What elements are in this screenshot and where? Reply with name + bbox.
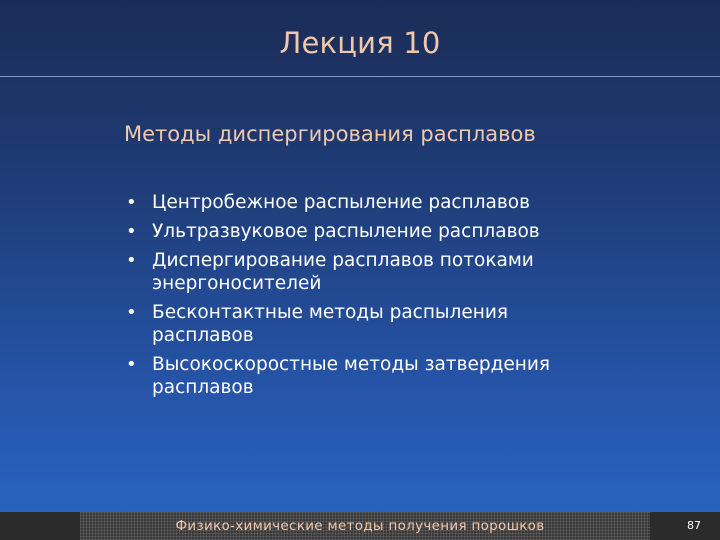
bullet-item xyxy=(126,249,606,295)
bullet-item xyxy=(126,191,606,214)
bullet-item xyxy=(126,301,606,347)
footer-text: Физико-химические методы получения порошков xyxy=(175,518,545,534)
bullet-list xyxy=(126,191,606,405)
bullet-item xyxy=(126,353,606,399)
slide-subtitle: Методы диспергирования расплавов xyxy=(124,122,536,146)
slide-title: Лекция 10 xyxy=(279,26,441,60)
title-divider xyxy=(0,76,720,77)
bullet-item xyxy=(126,220,606,243)
page-number: 87 xyxy=(687,519,701,532)
bullet-text: Центробежное распыление расплавов xyxy=(152,192,530,213)
bullet-text: Диспергирование расплавов потоками энергоносителей xyxy=(152,250,534,294)
bullet-icon: • xyxy=(126,221,137,242)
bullet-icon: • xyxy=(126,192,137,213)
bullet-text: Бесконтактные методы распыления расплавов xyxy=(152,302,508,346)
bullet-icon: • xyxy=(126,250,137,271)
bullet-text: Ультразвуковое распыление расплавов xyxy=(152,221,540,242)
bullet-text: Высокоскоростные методы затвердения расплавов xyxy=(152,354,551,398)
bullet-icon: • xyxy=(126,302,137,323)
bullet-icon: • xyxy=(126,354,137,375)
